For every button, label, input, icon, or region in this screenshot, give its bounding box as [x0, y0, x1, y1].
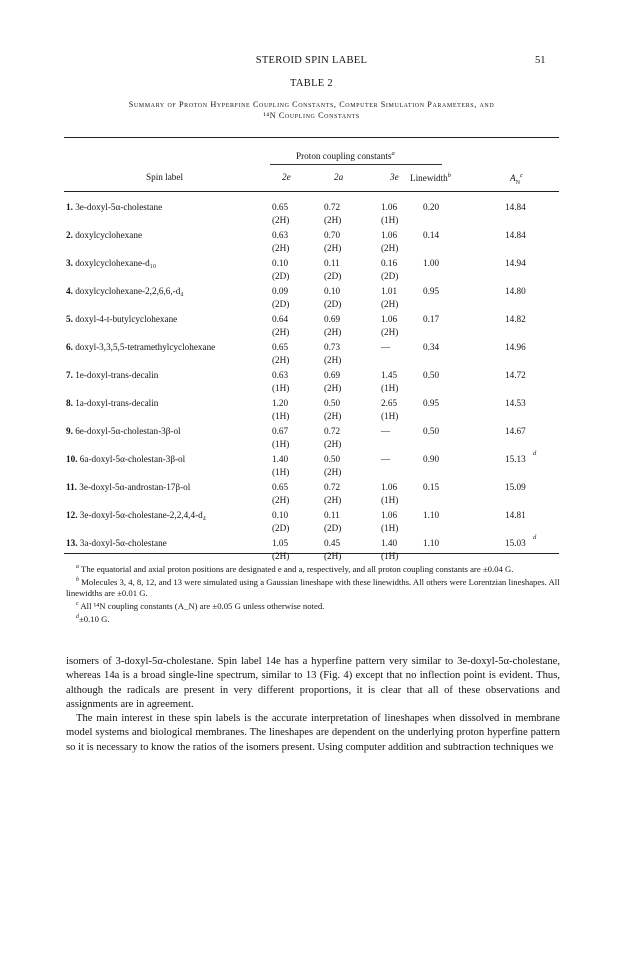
cell-linewidth: 0.90	[423, 454, 440, 464]
spin-label-name: 3e-doxyl-5α-cholestane	[75, 202, 163, 212]
spin-label-cell	[66, 397, 158, 410]
row-number: 8.	[66, 398, 73, 408]
cell-2e: 1.20	[272, 398, 289, 408]
cell-2e: 0.10	[272, 510, 289, 520]
cell-linewidth: 0.50	[423, 426, 440, 436]
cell-an: 14.67	[505, 426, 526, 436]
group-header-text: Proton coupling constants	[296, 151, 392, 162]
spin-label-name: doxyl-4-t-butylcyclohexane	[75, 314, 178, 324]
spin-label-name: doxylcyclohexane-2,2,6,6,-d₄	[75, 286, 184, 296]
cell-3e: 2.65	[381, 398, 398, 408]
cell-linewidth: 1.10	[423, 510, 440, 520]
spin-label-name: 6e-doxyl-5α-cholestan-3β-ol	[75, 426, 181, 436]
cell-2a-nucleus: (2H)	[324, 550, 342, 561]
table-row	[0, 534, 623, 565]
cell-linewidth: 0.95	[423, 398, 440, 408]
cell-2e-nucleus: (2H)	[272, 242, 290, 253]
footnote-a-text: The equatorial and axial proton positions are designated e and a, respectively, and all proton coupling constants are ±0.04 G.	[81, 563, 514, 574]
cell-2a: 0.50	[324, 398, 341, 408]
spin-label-name: 3e-doxyl-5α-androstan-17β-ol	[79, 482, 191, 492]
row-number: 4.	[66, 286, 73, 296]
row-number: 3.	[66, 258, 73, 268]
spin-label-name: doxylcyclohexane-d₁₀	[75, 258, 157, 268]
cell-an: 14.84	[505, 230, 526, 240]
cell-2e: 1.05	[272, 538, 289, 548]
spin-label-cell	[66, 369, 158, 382]
body-text	[66, 655, 560, 755]
spin-label-cell	[66, 285, 184, 298]
body-paragraph-2: The main interest in these spin labels is the accurate interpretation of lineshapes when dissolved in membrane model systems and biological membranes. The lineshapes are dependent on the underlying proton hyperfine pattern so it is necessary to know the ratios of the isomers present. Using computer addition and subtraction techniques we	[66, 713, 560, 753]
spin-label-name: 1a-doxyl-trans-decalin	[75, 398, 159, 408]
cell-an: 14.53	[505, 398, 526, 408]
cell-3e: 1.01	[381, 286, 398, 296]
spin-label-cell	[66, 341, 215, 354]
footnote-c-mark: c	[76, 601, 79, 608]
table-row	[0, 450, 623, 481]
spin-label-name: 1e-doxyl-trans-decalin	[75, 370, 159, 380]
cell-3e-nucleus: (1H)	[381, 382, 399, 393]
spin-label-cell	[66, 229, 142, 242]
cell-linewidth: 0.20	[423, 202, 440, 212]
cell-2a-nucleus: (2H)	[324, 494, 342, 505]
cell-an: 15.03	[505, 538, 526, 548]
table-row	[0, 201, 623, 229]
cell-an: 14.80	[505, 286, 526, 296]
cell-linewidth: 0.34	[423, 342, 440, 352]
footnote-c-text: All ¹⁴N coupling constants (A_N) are ±0.05 G unless otherwise noted.	[80, 601, 325, 612]
cell-2a-nucleus: (2H)	[324, 410, 342, 421]
cell-3e: —	[381, 342, 391, 352]
footnote-d-text: ±0.10 G.	[79, 614, 110, 625]
row-number: 2.	[66, 230, 73, 240]
cell-3e-nucleus: (2H)	[381, 298, 399, 309]
row-number: 7.	[66, 370, 73, 380]
cell-2a-nucleus: (2D)	[324, 270, 342, 281]
cell-2e-nucleus: (2H)	[272, 550, 290, 561]
cell-linewidth: 1.10	[423, 538, 440, 548]
cell-3e: —	[381, 426, 391, 436]
cell-3e: 1.06	[381, 510, 398, 520]
cell-2e-nucleus: (2H)	[272, 494, 290, 505]
cell-2e: 1.40	[272, 454, 289, 464]
cell-2a-nucleus: (2D)	[324, 522, 342, 533]
spin-label-cell	[66, 201, 162, 214]
cell-an: 14.96	[505, 342, 526, 352]
row-number: 13.	[66, 538, 78, 548]
cell-linewidth: 0.95	[423, 286, 440, 296]
spin-label-name: 3a-doxyl-5α-cholestane	[79, 538, 167, 548]
spin-label-cell	[66, 313, 177, 326]
header-2e: 2e	[282, 172, 291, 182]
cell-2e: 0.65	[272, 342, 289, 352]
footnote-d	[66, 612, 560, 625]
row-number: 12.	[66, 510, 78, 520]
cell-2e: 0.63	[272, 370, 289, 380]
cell-3e: 1.45	[381, 370, 398, 380]
cell-2e-nucleus: (2H)	[272, 326, 290, 337]
cell-3e: 1.06	[381, 314, 398, 324]
header-an-group	[510, 172, 523, 186]
cell-2a-nucleus: (2H)	[324, 438, 342, 449]
spin-label-cell	[66, 481, 190, 494]
header-linewidth-group	[410, 172, 451, 183]
footnote-b	[66, 575, 560, 599]
cell-3e-nucleus: (2H)	[381, 242, 399, 253]
cell-2a-nucleus: (2H)	[324, 326, 342, 337]
cell-3e: 1.06	[381, 202, 398, 212]
cell-2a: 0.69	[324, 314, 341, 324]
cell-an: 15.13	[505, 454, 526, 464]
cell-2e-nucleus: (2H)	[272, 354, 290, 365]
cell-2e: 0.65	[272, 202, 289, 212]
cell-2a-nucleus: (2H)	[324, 242, 342, 253]
cell-2a: 0.45	[324, 538, 341, 548]
cell-an: 14.72	[505, 370, 526, 380]
row-number: 11.	[66, 482, 77, 492]
cell-2e-nucleus: (1H)	[272, 382, 290, 393]
cell-2e-nucleus: (1H)	[272, 466, 290, 477]
cell-3e-nucleus: (2D)	[381, 270, 399, 281]
spin-label-name: doxylcyclohexane	[75, 230, 143, 240]
cell-2e: 0.64	[272, 314, 289, 324]
header-linewidth-footnote-mark: b	[447, 172, 452, 179]
row-number: 6.	[66, 342, 73, 352]
header-spin-label: Spin label	[146, 172, 184, 182]
cell-2e-nucleus: (1H)	[272, 438, 290, 449]
cell-2e-nucleus: (2H)	[272, 214, 290, 225]
table-row	[0, 425, 623, 453]
cell-2a-nucleus: (2H)	[324, 382, 342, 393]
cell-2a: 0.72	[324, 202, 341, 212]
cell-3e-nucleus: (1H)	[381, 494, 399, 505]
cell-an: 14.81	[505, 510, 526, 520]
cell-3e-nucleus: (1H)	[381, 214, 399, 225]
table-row	[0, 369, 623, 397]
table-row	[0, 341, 623, 369]
cell-3e: —	[381, 454, 391, 464]
table-row	[0, 509, 623, 537]
cell-2e: 0.67	[272, 426, 289, 436]
spin-label-cell	[66, 537, 167, 550]
table-footnotes	[66, 562, 560, 626]
header-an-subscript: N	[515, 179, 520, 186]
footnote-b-mark: b	[76, 577, 79, 584]
cell-3e: 0.16	[381, 258, 398, 268]
table-row	[0, 481, 623, 509]
cell-2e-nucleus: (2D)	[272, 270, 290, 281]
cell-linewidth: 0.14	[423, 230, 440, 240]
cell-2e: 0.09	[272, 286, 289, 296]
running-title: STEROID SPIN LABEL	[255, 55, 368, 66]
cell-2a-nucleus: (2D)	[324, 298, 342, 309]
cell-2a: 0.72	[324, 482, 341, 492]
table-caption-line-2: ¹⁴N Coupling Constants	[263, 111, 360, 120]
cell-3e: 1.06	[381, 230, 398, 240]
table-bottom-rule	[64, 553, 559, 554]
column-headers	[0, 172, 623, 186]
spin-label-name: 6a-doxyl-5α-cholestan-3β-ol	[79, 454, 186, 464]
table-row	[0, 285, 623, 313]
cell-an: 14.82	[505, 314, 526, 324]
cell-3e-nucleus: (1H)	[381, 550, 399, 561]
cell-2a: 0.10	[324, 286, 341, 296]
table-caption-line-1: Summary of Proton Hyperfine Coupling Constants, Computer Simulation Parameters, and	[128, 100, 495, 109]
table-label: TABLE 2	[290, 78, 333, 89]
footnote-d-mark: d	[76, 614, 79, 621]
cell-3e: 1.40	[381, 538, 398, 548]
cell-2e: 0.10	[272, 258, 289, 268]
spin-label-cell	[66, 509, 206, 522]
cell-an: 14.84	[505, 202, 526, 212]
cell-linewidth: 0.15	[423, 482, 440, 492]
cell-3e-nucleus: (1H)	[381, 522, 399, 533]
header-linewidth: Linewidth	[410, 173, 448, 184]
table-caption	[60, 99, 563, 121]
footnote-c	[66, 599, 560, 612]
cell-linewidth: 0.50	[423, 370, 440, 380]
cell-2e-nucleus: (2D)	[272, 298, 290, 309]
cell-an: 14.94	[505, 258, 526, 268]
cell-2a-nucleus: (2H)	[324, 354, 342, 365]
cell-2a: 0.73	[324, 342, 341, 352]
group-header-rule	[270, 164, 442, 165]
group-header-footnote-mark: a	[391, 150, 395, 157]
table-row	[0, 257, 623, 285]
cell-linewidth: 1.00	[423, 258, 440, 268]
spin-label-cell	[66, 453, 185, 466]
table-row	[0, 397, 623, 425]
cell-2a-nucleus: (2H)	[324, 466, 342, 477]
spin-label-cell	[66, 257, 156, 270]
cell-2e: 0.65	[272, 482, 289, 492]
cell-2a: 0.11	[324, 258, 340, 268]
cell-2e-nucleus: (2D)	[272, 522, 290, 533]
header-3e: 3e	[390, 172, 399, 182]
footnote-a-mark: a	[76, 564, 79, 570]
row-number: 10.	[66, 454, 78, 464]
footnote-b-text: Molecules 3, 4, 8, 12, and 13 were simulated using a Gaussian lineshape with these linewidths. All others were Lorentzian lineshapes. All linewidths are ±0.01 G.	[66, 576, 560, 599]
cell-2a: 0.50	[324, 454, 341, 464]
cell-3e: 1.06	[381, 482, 398, 492]
cell-3e-nucleus: (1H)	[381, 410, 399, 421]
cell-2e: 0.63	[272, 230, 289, 240]
cell-2a-nucleus: (2H)	[324, 214, 342, 225]
header-an: A	[510, 173, 516, 184]
header-2a: 2a	[334, 172, 344, 182]
spin-label-cell	[66, 425, 181, 438]
table-top-rule	[64, 137, 559, 138]
cell-2a: 0.72	[324, 426, 341, 436]
cell-2e-nucleus: (1H)	[272, 410, 290, 421]
table-row	[0, 229, 623, 257]
row-number: 1.	[66, 202, 73, 212]
header-bottom-rule	[64, 191, 559, 192]
cell-2a: 0.11	[324, 510, 340, 520]
cell-linewidth: 0.17	[423, 314, 440, 324]
cell-an-footnote-mark: d	[533, 534, 537, 541]
footnote-a	[66, 562, 560, 575]
spin-label-name: 3e-doxyl-5α-cholestane-2,2,4,4-d₄	[79, 510, 206, 520]
cell-3e-nucleus: (2H)	[381, 326, 399, 337]
row-number: 5.	[66, 314, 73, 324]
row-number: 9.	[66, 426, 73, 436]
header-an-footnote-mark: c	[519, 172, 523, 179]
page-number: 51	[535, 55, 546, 66]
cell-2a: 0.70	[324, 230, 341, 240]
cell-an: 15.09	[505, 482, 526, 492]
spin-label-name: doxyl-3,3,5,5-tetramethylcyclohexane	[75, 342, 216, 352]
body-paragraph-1: isomers of 3-doxyl-5α-cholestane. Spin label 14e has a hyperfine pattern very similar to 3e-doxyl-5α-cholestane, whereas 14a is a broad single-line spectrum, similar to 13 (Fig. 4) except that no inflection point is evident. Thus, although the radicals are present in very different proportions, it is clear that all of these observations and assignments are in agreement.	[66, 656, 560, 710]
cell-2a: 0.69	[324, 370, 341, 380]
table-row	[0, 313, 623, 341]
cell-an-footnote-mark: d	[533, 450, 537, 457]
